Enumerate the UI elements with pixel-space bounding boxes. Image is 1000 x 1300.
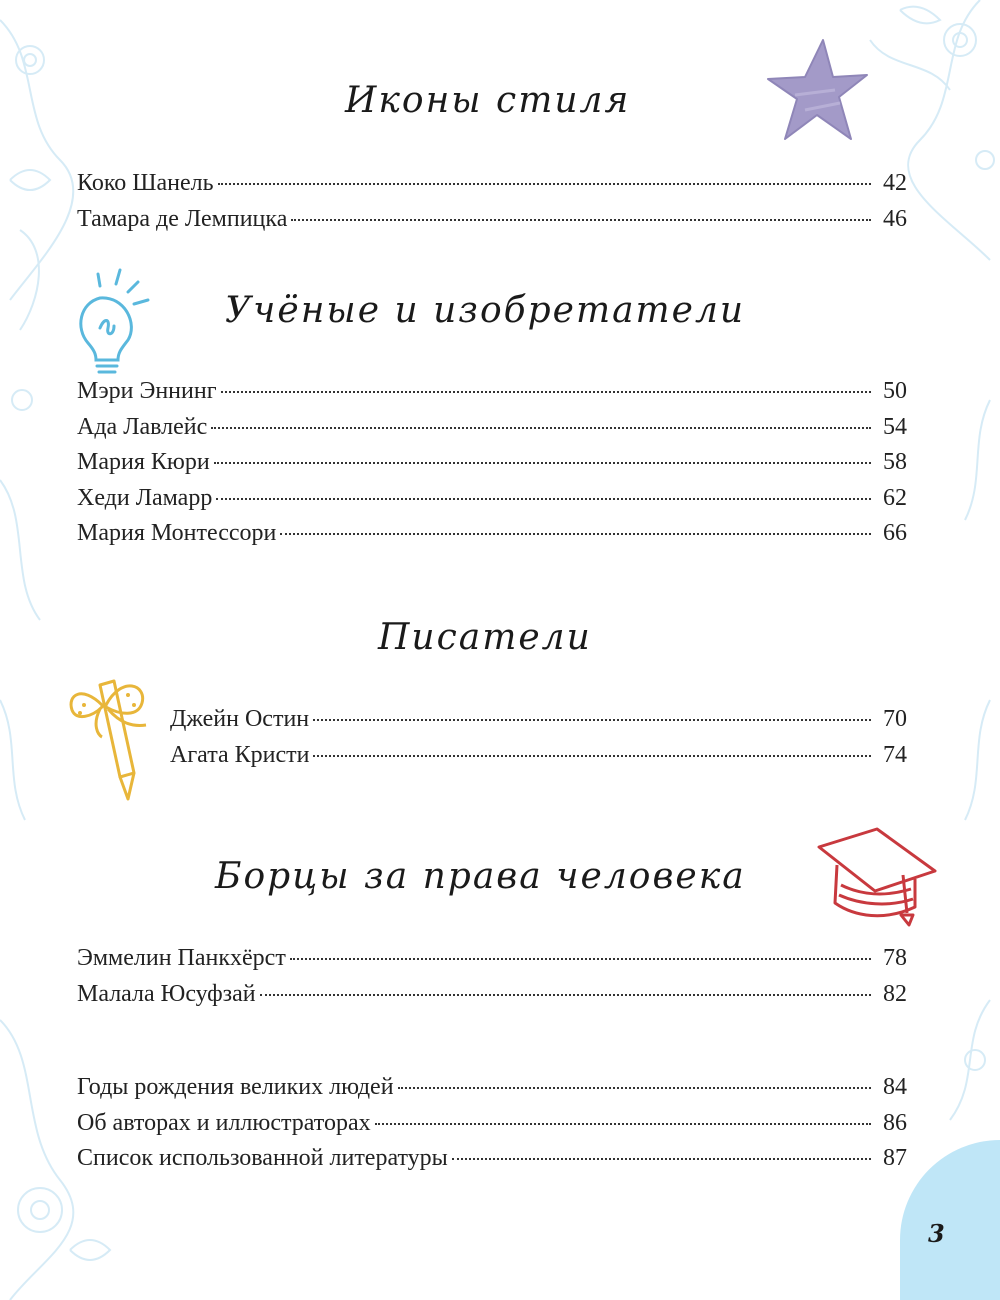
toc-entry-title: Мария Кюри	[77, 449, 210, 475]
toc-entry-title: Годы рождения великих людей	[77, 1074, 394, 1100]
dot-leader	[290, 958, 871, 960]
dot-leader	[452, 1158, 871, 1160]
toc-entry-title: Эммелин Панкхёрст	[77, 945, 286, 971]
toc-entry[interactable]	[77, 1145, 907, 1181]
bow-pencil-icon	[62, 665, 162, 815]
section-heading-scientists: Учёные и изобретатели	[225, 290, 746, 331]
toc-entry-page: 66	[883, 520, 907, 546]
toc-entry[interactable]	[77, 449, 907, 485]
graduation-cap-icon	[815, 825, 940, 930]
dot-leader	[313, 719, 871, 721]
toc-entry[interactable]	[77, 170, 907, 206]
toc-entry-title: Об авторах и иллюстраторах	[77, 1109, 371, 1136]
dot-leader	[375, 1123, 871, 1125]
toc-entry[interactable]	[77, 206, 907, 242]
star-icon	[765, 35, 870, 145]
toc-entry-title: Ада Лавлейс	[77, 413, 208, 440]
dot-leader	[214, 462, 871, 464]
toc-entry[interactable]	[77, 485, 907, 521]
dot-leader	[221, 391, 871, 393]
toc-entry-page: 82	[883, 980, 907, 1007]
toc-entry-title: Малала Юсуфзай	[77, 980, 256, 1007]
section-heading-human-rights: Борцы за права человека	[215, 856, 746, 897]
toc-entry[interactable]	[170, 706, 907, 742]
toc-entry-page: 74	[883, 741, 907, 768]
toc-entry-title: Агата Кристи	[170, 741, 310, 768]
toc-entry-page: 70	[883, 706, 907, 732]
section-heading-style-icons: Иконы стиля	[345, 80, 631, 121]
toc-entry-title: Коко Шанель	[77, 170, 214, 196]
toc-entry-title: Мэри Эннинг	[77, 378, 217, 404]
toc-appendix	[77, 1074, 907, 1181]
toc-entry-title: Список использованной литературы	[77, 1145, 448, 1171]
toc-entry-title: Тамара де Лемпицка	[77, 205, 288, 232]
dot-leader	[280, 533, 871, 535]
toc-entry-title: Хеди Ламарр	[77, 484, 213, 511]
dot-leader	[218, 183, 871, 185]
toc-entry-page: 78	[883, 945, 907, 971]
toc-entry-page: 87	[883, 1145, 907, 1171]
toc-entry[interactable]	[77, 378, 907, 414]
toc-section-writers	[170, 706, 907, 777]
toc-entry[interactable]	[77, 945, 907, 981]
section-heading-writers: Писатели	[378, 617, 592, 658]
toc-entry[interactable]	[77, 1110, 907, 1146]
dot-leader	[291, 219, 871, 221]
page-number: 3	[928, 1219, 945, 1248]
toc-entry-title: Джейн Остин	[170, 706, 310, 732]
toc-entry[interactable]	[77, 1074, 907, 1110]
dot-leader	[398, 1087, 871, 1089]
dot-leader	[313, 755, 871, 757]
dot-leader	[211, 427, 871, 429]
toc-section-scientists	[77, 378, 907, 556]
toc-section-human-rights	[77, 945, 907, 1016]
toc-entry[interactable]	[77, 520, 907, 556]
dot-leader	[216, 498, 871, 500]
toc-entry-page: 42	[883, 170, 907, 196]
toc-section-style-icons	[77, 170, 907, 241]
toc-entry[interactable]	[77, 981, 907, 1017]
toc-entry-page: 58	[883, 449, 907, 475]
toc-entry-page: 46	[883, 205, 907, 232]
toc-entry-page: 84	[883, 1074, 907, 1100]
dot-leader	[260, 994, 871, 996]
light-bulb-icon	[70, 268, 160, 378]
toc-entry[interactable]	[170, 742, 907, 778]
toc-entry-page: 62	[883, 484, 907, 511]
toc-entry-page: 54	[883, 413, 907, 440]
toc-entry-title: Мария Монтессори	[77, 520, 277, 546]
toc-entry-page: 50	[883, 378, 907, 404]
toc-entry[interactable]	[77, 414, 907, 450]
toc-entry-page: 86	[883, 1109, 907, 1136]
